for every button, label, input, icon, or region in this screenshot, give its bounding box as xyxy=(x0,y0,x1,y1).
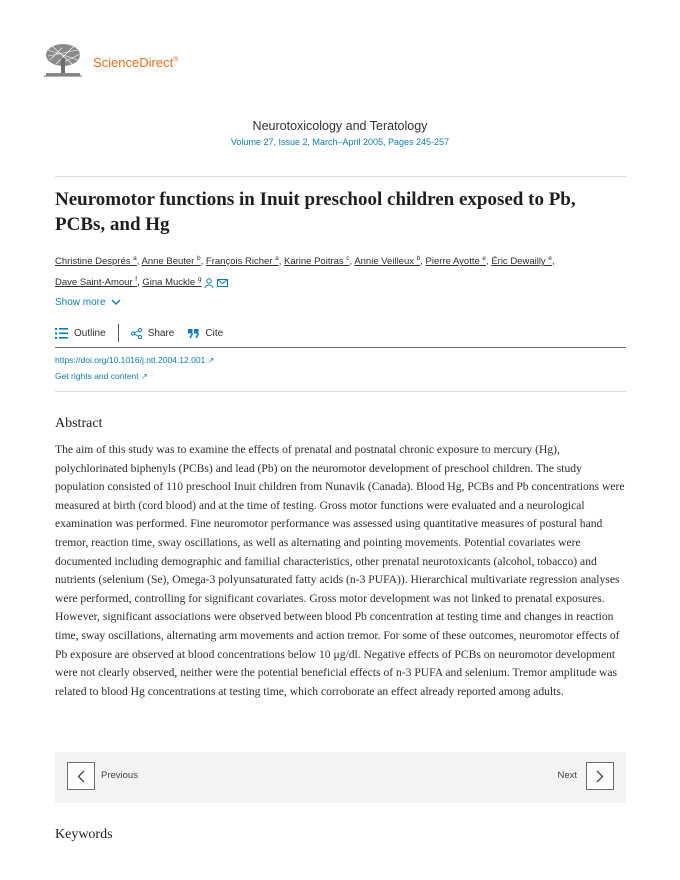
author-link[interactable] xyxy=(491,256,552,267)
author-link[interactable] xyxy=(142,256,201,267)
article-nav-bar xyxy=(55,752,626,803)
next-button[interactable] xyxy=(586,762,614,790)
author-name: Karine Poitras xyxy=(283,256,344,268)
author-link[interactable] xyxy=(284,256,350,267)
toolbar-separator xyxy=(118,324,119,342)
divider xyxy=(55,176,626,177)
author-name: Pierre Ayotte xyxy=(425,256,480,268)
outline-button[interactable] xyxy=(55,328,106,339)
author-affiliation: c xyxy=(346,255,350,262)
previous-label[interactable]: Previous xyxy=(101,770,138,781)
cite-button[interactable] xyxy=(188,328,223,339)
author-name: Christine Després xyxy=(55,256,131,268)
author-link[interactable] xyxy=(142,277,201,288)
author-name: François Richer xyxy=(205,256,273,268)
author-list: Christine Després $^a$, Anne Beuter $^b$, François Richer $^a$, Karine Poitras $^c$, Annie Veilleux $^b$, Pierre Ayotte $^e$, Éric Dewailly $^e$, Dave Saint-Amour $^f$, Gina Muckle $^g$ xyxy=(55,255,555,289)
author-affiliation: e xyxy=(482,255,487,262)
abstract-heading: Abstract xyxy=(55,416,103,431)
author-name: Éric Dewailly xyxy=(491,256,546,268)
share-label: Share xyxy=(147,327,175,339)
previous-button[interactable] xyxy=(67,762,95,790)
chevron-down-icon xyxy=(111,299,121,306)
article-toolbar xyxy=(55,323,223,343)
rights-link[interactable]: Get rights and content ↗ xyxy=(55,371,148,381)
list-icon xyxy=(55,328,68,339)
keywords-heading: Keywords xyxy=(55,827,113,842)
author-affiliation: b xyxy=(416,255,421,262)
toolbar-divider xyxy=(55,347,626,348)
quote-icon xyxy=(188,329,199,338)
author-link[interactable] xyxy=(55,256,137,267)
elsevier-logo-icon[interactable] xyxy=(42,42,84,78)
author-name: Gina Muckle xyxy=(142,277,196,289)
external-link-icon: ↗ xyxy=(207,356,215,365)
author-link[interactable] xyxy=(55,277,137,288)
author-name: Annie Veilleux xyxy=(354,256,414,268)
author-affiliation: b xyxy=(197,255,201,262)
outline-label: Outline xyxy=(74,327,106,339)
chevron-right-icon xyxy=(596,770,604,783)
author-affiliation: f xyxy=(135,276,138,284)
author-name: Anne Beuter xyxy=(141,256,195,268)
external-link-icon: ↗ xyxy=(141,372,148,381)
author-name: Dave Saint-Amour xyxy=(55,277,133,289)
abstract-text: The aim of this study was to examine the effects of prenatal and postnatal chronic exposure to mercury (Hg), polychlorinated biphenyls (PCBs) and lead (Pb) on the neuromotor development of preschool children. The study population consisted of 110 preschool Inuit children from Nunavik (Canada). Blood Hg, PCBs and Pb concentrations were measured at birth (cord blood) and at the time of testing. Gross motor functions were evaluated and a neurological examination was performed. Fine neuromotor performance was assessed using quantitative measures of postural hand tremor, reaction time, sway oscillations, as well as alternating and pointing movements. Potential covariates were documented including demographic and familial characteristics, other prenatal neurotoxicants (alcohol, tobacco) and nutrients (selenium (Se), Omega-3 polyunsaturated fatty acids (n-3 PUFA)). Hierarchical multivariate regression analyses were performed, controlling for significant covariates. Gross motor development was not linked to prenatal exposures. However, significant associations were observed between blood Pb concentration at testing time and changes in reaction time, sway oscillations, alternating arm movements and action tremor. For some of these outcomes, neuromotor effects of Pb exposure are observed at blood concentrations below 10 μg/dl. Negative effects of PCBs on neuromotor development were not clearly observed, neither were the potential beneficial effects of n-3 PUFA and selenium. Tremor amplitude was related to blood Hg concentrations at testing time, which corroborate an effect already reported among adults. xyxy=(55,443,625,698)
doi-link[interactable]: https://doi.org/10.1016/j.ntt.2004.12.001 ↗ xyxy=(55,355,215,365)
journal-title[interactable]: Neurotoxicology and Teratology xyxy=(252,119,428,133)
author-affiliation: g xyxy=(197,276,202,284)
share-button[interactable] xyxy=(131,328,175,339)
show-more-label: Show more xyxy=(55,297,106,308)
volume-info[interactable]: Volume 27, Issue 2, March–April 2005, Pages 245-257 xyxy=(230,137,450,147)
author-affiliation: e xyxy=(548,255,552,262)
author-link[interactable] xyxy=(354,256,420,267)
cite-label: Cite xyxy=(205,327,224,339)
next-label[interactable]: Next xyxy=(557,770,577,781)
chevron-left-icon xyxy=(77,770,85,783)
divider xyxy=(55,391,626,392)
email-icon[interactable] xyxy=(217,279,228,287)
article-title: Neuromotor functions in Inuit preschool children exposed to Pb, PCBs, and Hg xyxy=(55,189,576,235)
sciencedirect-brand[interactable]: ScienceDirect® xyxy=(93,55,179,70)
share-icon xyxy=(131,328,142,339)
person-icon[interactable] xyxy=(204,278,214,288)
show-more-button[interactable] xyxy=(55,297,121,308)
author-affiliation: a xyxy=(275,255,279,262)
author-affiliation: a xyxy=(133,255,137,262)
author-link[interactable] xyxy=(426,256,486,267)
author-link[interactable] xyxy=(206,256,279,267)
